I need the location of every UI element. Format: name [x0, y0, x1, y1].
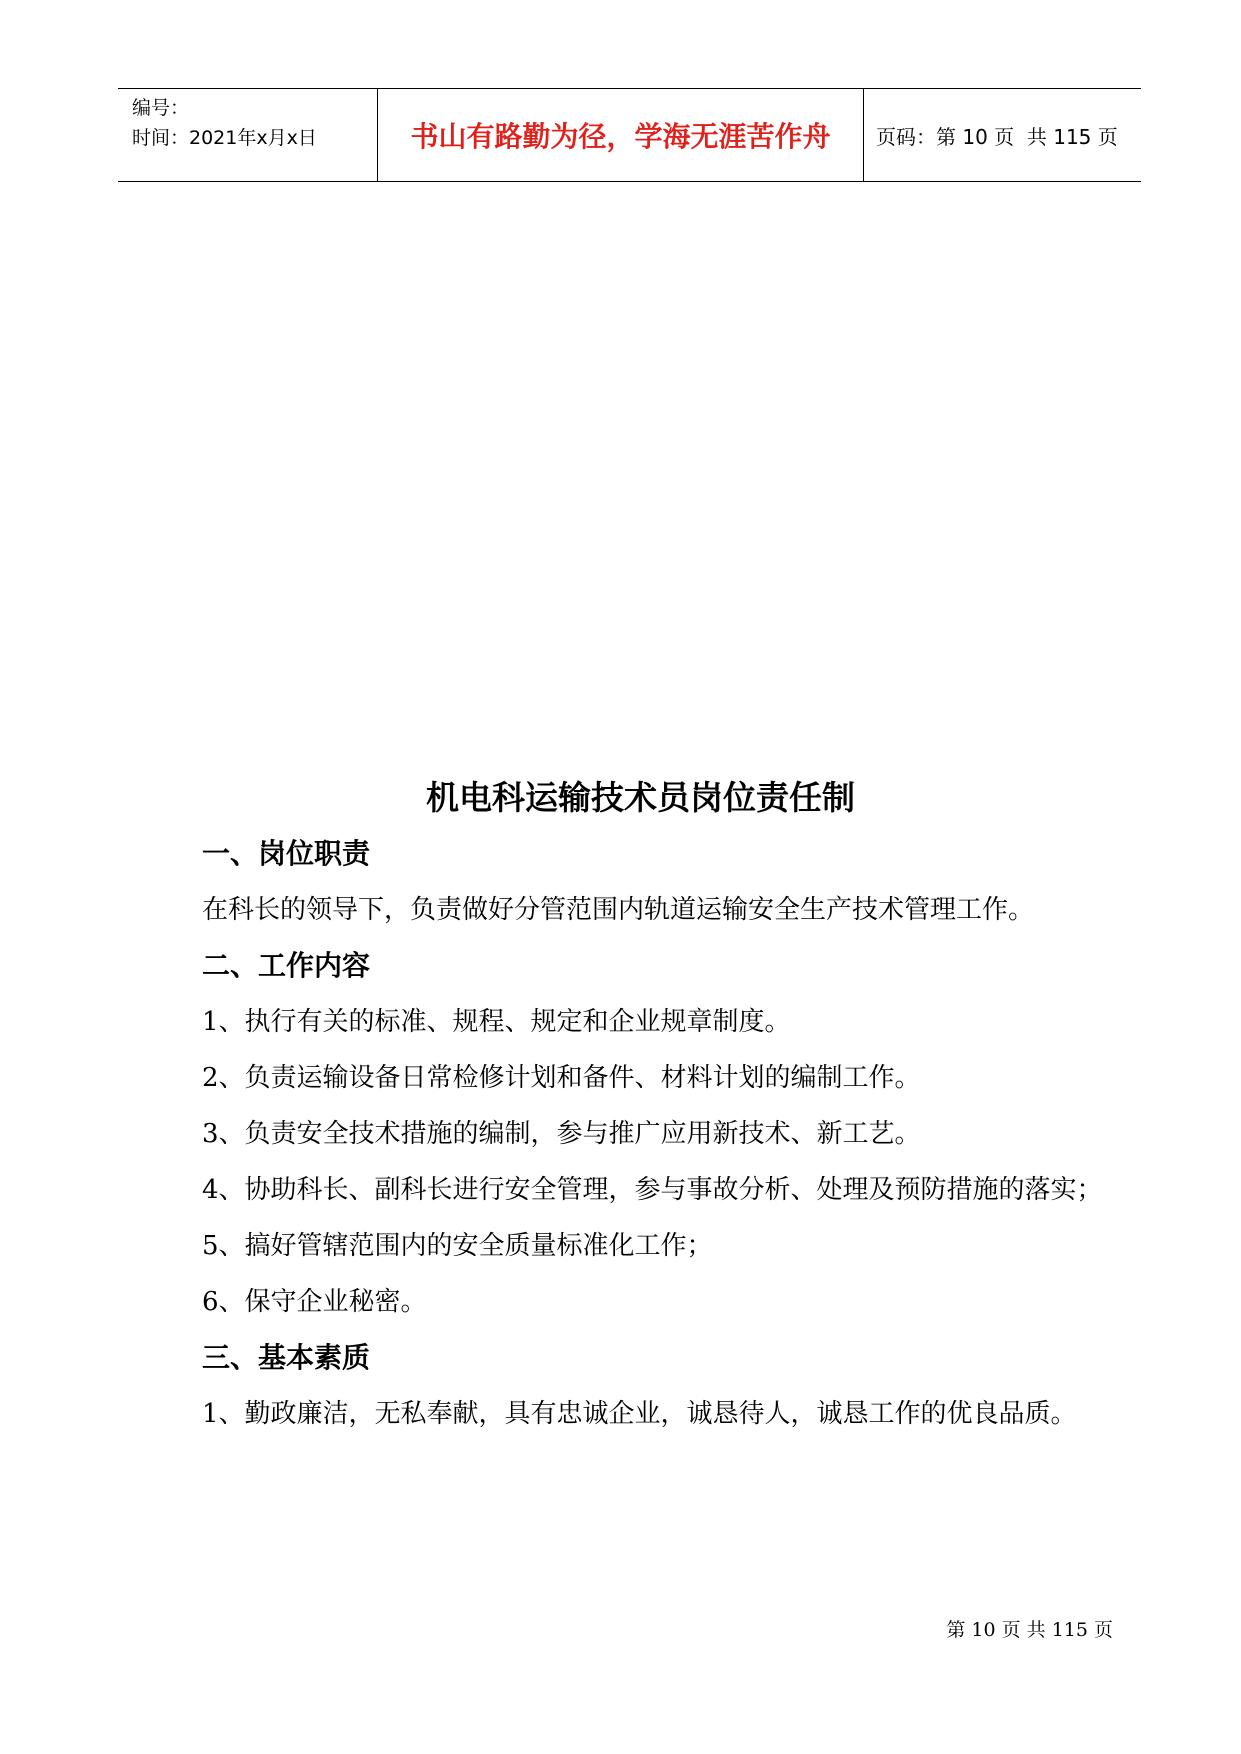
document-title: 机电科运输技术员岗位责任制 — [426, 778, 855, 817]
duties-paragraph: 在科长的领导下，负责做好分管范围内轨道运输安全生产技术管理工作。 — [202, 895, 1035, 925]
document-date: 时间：2021年x月x日 — [132, 127, 317, 149]
work-item: 1、执行有关的标准、规程、规定和企业规章制度。 — [202, 1007, 791, 1037]
work-item: 4、协助科长、副科长进行安全管理，参与事故分析、处理及预防措施的落实； — [202, 1175, 1103, 1205]
document-number-label: 编号： — [132, 97, 190, 119]
work-item: 5、搞好管辖范围内的安全质量标准化工作； — [202, 1231, 713, 1261]
work-item: 2、负责运输设备日常检修计划和备件、材料计划的编制工作。 — [202, 1063, 921, 1093]
section-heading-work-content: 二、工作内容 — [202, 949, 371, 982]
page-footer: 第 10 页 共 115 页 — [946, 1619, 1113, 1641]
quality-item: 1、勤政廉洁，无私奉献，具有忠诚企业，诚恳待人，诚恳工作的优良品质。 — [202, 1399, 1077, 1429]
section-heading-duties: 一、岗位职责 — [202, 837, 371, 870]
header-meta — [118, 89, 378, 181]
header-motto: 书山有路勤为径，学海无涯苦作舟 — [378, 89, 864, 181]
section-heading-qualities: 三、基本素质 — [202, 1341, 371, 1374]
work-item: 6、保守企业秘密。 — [202, 1287, 427, 1317]
work-item: 3、负责安全技术措施的编制，参与推广应用新技术、新工艺。 — [202, 1119, 921, 1149]
document-header — [118, 88, 1141, 182]
header-page-info — [864, 89, 1141, 181]
document-body — [148, 770, 1113, 1442]
page-info-text: 页码：第 10 页 共 115 页 — [876, 124, 1118, 149]
